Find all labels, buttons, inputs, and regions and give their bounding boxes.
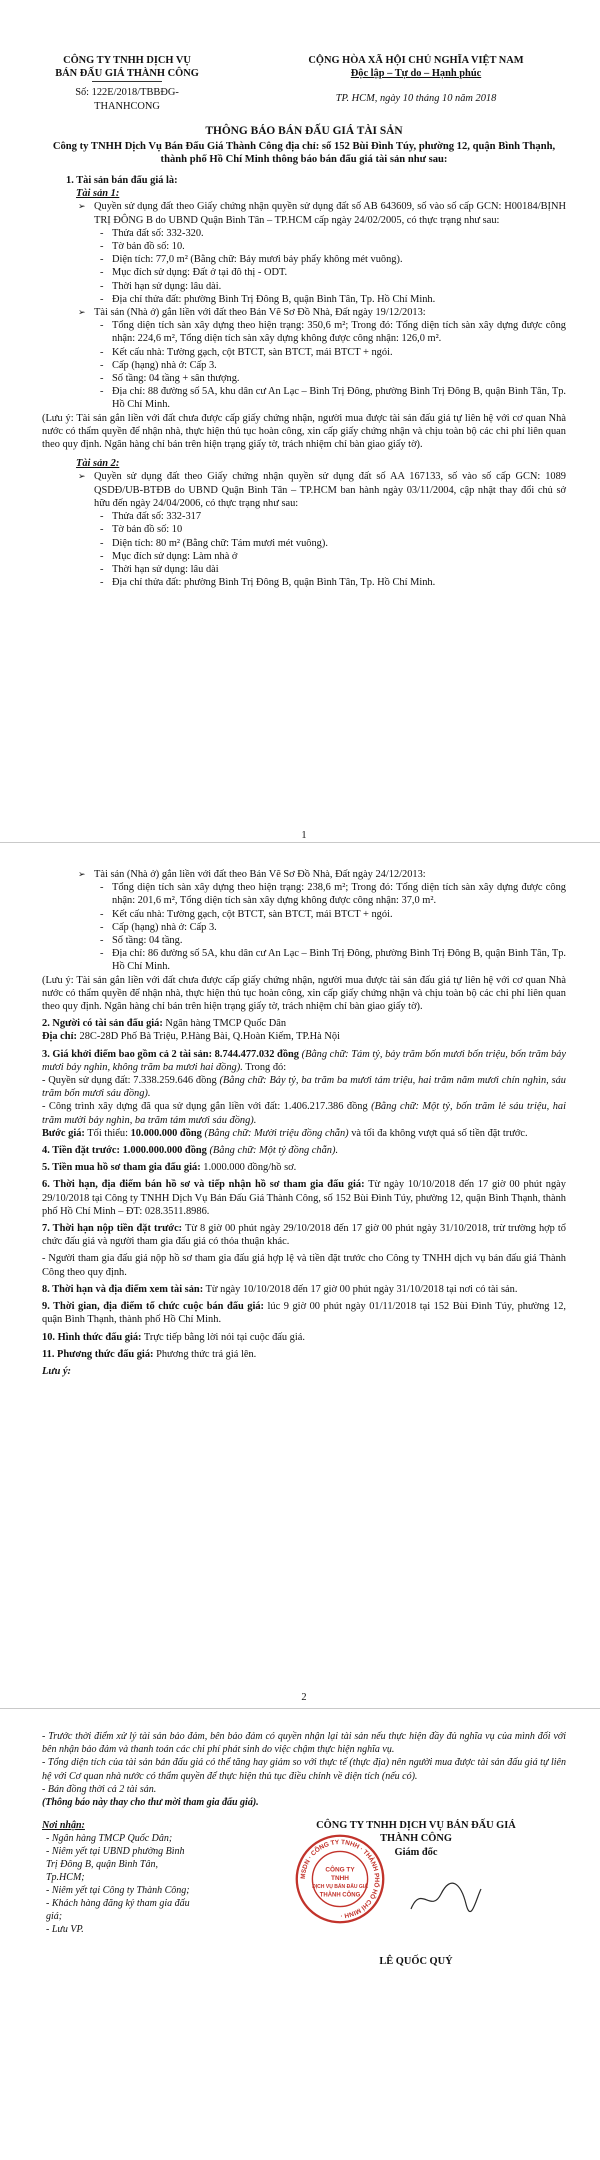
section-2-label: 2. Người có tài sản đấu giá: (42, 1018, 163, 1030)
signer-name: LÊ QUỐC QUÝ (379, 1955, 453, 1967)
signer-role: Giám đốc (394, 1846, 438, 1858)
section-7-extra: - Người tham gia đấu giá nộp hồ sơ tham gia đấu giá hợp lệ và tiền đặt trước cho Công ty TNHH dịch vụ bán đấu giá Thành Công theo quy định. (42, 1253, 566, 1278)
bid-step-pre: Tối thiểu: (84, 1127, 131, 1139)
closing-note: (Thông báo này thay cho thư mời tham gia đấu giá). (42, 1797, 259, 1809)
header-rule (92, 81, 162, 82)
list-item: - Tổng diện tích sàn xây dựng theo hiện trạng: 350,6 m²; Trong đó: Tổng diện tích sàn xây dựng được công nhận: 224,6 m², Tổng diện tích sàn xây dựng không được công nhận: 126,0 m². (42, 319, 566, 345)
company-stamp-icon (294, 1833, 386, 1925)
section-11-label: 11. Phương thức đấu giá: (42, 1348, 154, 1360)
org-name-line2: BÁN ĐẤU GIÁ THÀNH CÔNG (55, 68, 199, 80)
asset-1-note: (Lưu ý: Tài sản gắn liền với đất chưa được cấp giấy chứng nhận, người mua được tài sản đấu giá tự liên hệ với cơ quan Nhà nước có thẩm quyền để nhận nhà, thực hiện thủ tục hoàn công, xin cấp giấy chứng nhận và chịu toàn bộ các chi phí liên quan theo quy định. Ngân hàng chỉ bán trên hiện trạng giấy tờ, trách nhiệm chỉ bàn giao giấy tờ). (42, 412, 566, 451)
section-3-label: 3. Giá khởi điểm bao gồm cả 2 tài sản: 8.744.477.032 đồng (42, 1048, 299, 1060)
org-name-line1: CÔNG TY TNHH DỊCH VỤ (63, 55, 191, 66)
section-9 (42, 1300, 566, 1326)
section-7-value: Từ 8 giờ 00 phút ngày 29/10/2018 đến 17 giờ 00 phút ngày 31/10/2018, trừ trường hợp tổ chức đấu giá và người tham gia đấu giá có thỏa thuận khác. (42, 1223, 566, 1248)
bid-step-words: (Bằng chữ: Mười triệu đồng chẵn) (201, 1127, 349, 1139)
document-title: THÔNG BÁO BÁN ĐẤU GIÁ TÀI SẢN (205, 124, 403, 137)
list-item: - Cấp (hạng) nhà ở: Cấp 3. (42, 359, 566, 372)
list-item: - Thửa đất số: 332-317 (42, 510, 566, 523)
recipients-label: Nơi nhận: (42, 1820, 85, 1832)
land-price: - Quyền sử dụng đất: 7.338.259.646 đồng (42, 1075, 217, 1087)
section-6-value: Từ ngày 10/10/2018 đến 17 giờ 00 phút ngày 29/10/2018 tại Công ty TNHH Dịch Vụ Bán Đấu Giá Thành Công, số 152 Bùi Đình Túy, phường 12, quận Bình Thạnh, thành phố Hồ Chí Minh – ĐT: 028.3511.8986. (42, 1179, 566, 1217)
list-item: - Tổng diện tích sàn xây dựng theo hiện trạng: 238,6 m²; Trong đó: Tổng diện tích sàn xây dựng được công nhận: 201,6 m², Tổng diện tích sàn xây dựng không được công nhận: 37,0 m². (42, 881, 566, 907)
list-item: - Cấp (hạng) nhà ở: Cấp 3. (42, 921, 566, 934)
section-6-label: 6. Thời hạn, địa điểm bán hồ sơ và tiếp nhận hồ sơ tham gia đấu giá: (42, 1179, 365, 1191)
page-separator (0, 1708, 600, 1709)
document-footer (42, 1819, 566, 1968)
section-10-value: Trực tiếp bằng lời nói tại cuộc đấu giá. (141, 1331, 305, 1343)
recipient-item: - Ngân hàng TMCP Quốc Dân; (46, 1833, 173, 1845)
works-price-words: (Bằng chữ: Một tỷ, bốn trăm lẻ sáu triệu, hai trăm mười bảy nghìn, ba trăm tám mươi sáu đồng). (42, 1101, 566, 1126)
section-3-tail: Trong đó: (242, 1061, 287, 1073)
section-4 (42, 1144, 566, 1157)
asset-1-label: Tài sản 1: (76, 188, 120, 200)
asset-1-house-intro: ➢ Tài sản (Nhà ở) gắn liền với đất theo Bản Vẽ Sơ Đồ Nhà, Đất ngày 19/12/2013: (42, 306, 566, 319)
list-item: - Mục đích sử dụng: Làm nhà ở (42, 550, 566, 563)
list-item: - Số tầng: 04 tầng + sân thượng. (42, 372, 566, 385)
list-item: - Kết cấu nhà: Tường gạch, cột BTCT, sàn BTCT, mái BTCT + ngói. (42, 346, 566, 359)
section-1-heading: 1. Tài sản bán đấu giá là: (66, 175, 178, 187)
list-item: - Thời hạn sử dụng: lâu dài. (42, 280, 566, 293)
svg-text:DỊCH VỤ BÁN ĐẤU GIÁ: DỊCH VỤ BÁN ĐẤU GIÁ (312, 1884, 368, 1891)
document-number-line2: THANHCONG (94, 100, 160, 112)
header-right (266, 54, 566, 113)
list-item: - Tờ bản đồ số: 10 (42, 523, 566, 536)
list-item: - Mục đích sử dụng: Đất ở tại đô thị - ODT. (42, 266, 566, 279)
header-left (42, 54, 212, 113)
section-6 (42, 1178, 566, 1218)
recipient-item: - Niêm yết tại Công ty Thành Công; (46, 1885, 190, 1897)
list-item: - Số tầng: 04 tầng. (42, 934, 566, 947)
section-2 (42, 1017, 566, 1030)
section-10 (42, 1331, 566, 1344)
section-3-works (42, 1100, 566, 1126)
note-item: - Trước thời điểm xử lý tài sản bảo đảm, bên bảo đảm có quyền nhận lại tài sản nếu thực hiện đầy đủ nghĩa vụ của mình đối với bên nhận bảo đảm và thanh toán các chi phí phát sinh do việc chậm thực hiện nghĩa vụ. (42, 1731, 566, 1756)
recipient-item: - Niêm yết tại UBND phường Bình Trị Đông B, quận Bình Tân, Tp.HCM; (46, 1846, 185, 1884)
section-8 (42, 1283, 566, 1296)
list-item: - Thời hạn sử dụng: lâu dài (42, 563, 566, 576)
svg-text:CÔNG TY: CÔNG TY (325, 1866, 355, 1874)
bid-step-tail: và tối đa không vượt quá số tiền đặt trước. (348, 1127, 528, 1139)
signature-block (266, 1819, 566, 1968)
bid-step (42, 1127, 566, 1140)
svg-text:THÀNH CÔNG: THÀNH CÔNG (319, 1892, 361, 1899)
land-price-words: (Bằng chữ: Bảy tỷ, ba trăm ba mươi tám triệu, hai trăm năm mươi chín nghìn, sáu trăm bốn mươi sáu đồng). (42, 1075, 566, 1100)
note-item: - Tổng diện tích của tài sản bán đấu giá có thể tăng hay giảm so với thực tế (thực địa) nên người mua được tài sản đấu giá tự liên hệ với Cơ quan nhà nước có thẩm quyền để thực hiện thủ tục điều chỉnh về diện tích (nếu có). (42, 1757, 566, 1782)
list-item: - Địa chỉ thửa đất: phường Bình Trị Đông B, quận Bình Tân, Tp. Hồ Chí Minh. (42, 293, 566, 306)
page-1 (42, 54, 566, 842)
note-item: - Bán đồng thời cả 2 tài sản. (42, 1783, 157, 1795)
list-item: - Diện tích: 80 m² (Bằng chữ: Tám mươi mét vuông). (42, 537, 566, 550)
section-4-words: (Bằng chữ: Một tỷ đồng chẵn). (206, 1145, 339, 1157)
list-item: - Địa chỉ: 86 đường số 5A, khu dân cư An Lạc – Bình Trị Đông, phường Bình Trị Đông B, quận Bình Tân, Tp. Hồ Chí Minh. (42, 947, 566, 973)
bid-step-amount: 10.000.000 đồng (130, 1127, 202, 1139)
section-3-land (42, 1074, 566, 1100)
document-subtitle: Công ty TNHH Dịch Vụ Bán Đấu Giá Thành Công địa chỉ: số 152 Bùi Đình Túy, phường 12, quận Bình Thạnh, thành phố Hồ Chí Minh thông báo bán đấu giá tài sản như sau: (52, 141, 556, 166)
section-5-label: 5. Tiền mua hồ sơ tham gia đấu giá: (42, 1162, 201, 1174)
section-3-words: (Bằng chữ: Tám tỷ, bảy trăm bốn mươi bốn triệu, bốn trăm bảy mươi bảy nghìn, không trăm ba mươi hai đồng). (42, 1048, 566, 1073)
section-5 (42, 1161, 566, 1174)
section-10-label: 10. Hình thức đấu giá: (42, 1331, 142, 1343)
list-item: - Diện tích: 77,0 m² (Bằng chữ: Bảy mươi bảy phẩy không mét vuông). (42, 253, 566, 266)
section-11 (42, 1348, 566, 1361)
owner-address (42, 1030, 566, 1043)
address-value: 28C-28D Phố Bà Triệu, P.Hàng Bài, Q.Hoàn Kiếm, TP.Hà Nội (76, 1031, 340, 1043)
document-header (42, 54, 566, 113)
asset-1-land-intro: ➢ Quyền sử dụng đất theo Giấy chứng nhận quyền sử dụng đất số AB 643609, số vào số cấp GCN: H00184/BỊNH TRỊ ĐÔNG B do UBND Quận Bình Tân – TP.HCM cấp ngày 24/02/2005, có thực trạng như sau: (42, 200, 566, 226)
asset-2-label: Tài sản 2: (76, 458, 120, 470)
recipient-item: - Lưu VP. (46, 1924, 84, 1936)
section-8-value: Từ ngày 10/10/2018 đến 17 giờ 00 phút ngày 31/10/2018 tại nơi có tài sản. (203, 1283, 518, 1295)
document-date: TP. HCM, ngày 10 tháng 10 năm 2018 (335, 93, 497, 105)
section-3 (42, 1048, 566, 1074)
svg-text:TNHH: TNHH (331, 1875, 349, 1883)
recipients-list (42, 1819, 192, 1968)
list-item: - Thửa đất số: 332-320. (42, 227, 566, 240)
signer-org-line1: CÔNG TY TNHH DỊCH VỤ BÁN ĐẤU GIÁ (316, 1820, 516, 1832)
list-item: - Địa chỉ thửa đất: phường Bình Trị Đông B, quận Bình Tân, Tp. Hồ Chí Minh. (42, 576, 566, 589)
page-3 (42, 1730, 566, 2130)
page-2 (42, 868, 566, 1704)
section-4-label: 4. Tiền đặt trước: 1.000.000.000 đồng (42, 1145, 207, 1157)
signature-icon (406, 1879, 486, 1919)
section-9-label: 9. Thời gian, địa điểm tổ chức cuộc bán đấu giá: (42, 1301, 265, 1313)
motto: Độc lập – Tự do – Hạnh phúc (350, 68, 482, 80)
section-9-value: lúc 9 giờ 00 phút ngày 01/11/2018 tại 152 Bùi Đình Túy, phường 12, quận Bình Thạnh, thành phố Hồ Chí Minh. (42, 1301, 567, 1326)
bid-step-label: Bước giá: (42, 1127, 85, 1139)
section-11-value: Phương thức trả giá lên. (153, 1348, 257, 1360)
section-5-value: 1.000.000 đồng/hồ sơ. (200, 1162, 297, 1174)
asset-2-note: (Lưu ý: Tài sản gắn liền với đất chưa được cấp giấy chứng nhận, người mua được tài sản đấu giá tự liên hệ với cơ quan Nhà nước có thẩm quyền để nhận nhà, thực hiện thủ tục hoàn công, xin cấp giấy chứng nhận và chịu toàn bộ các chi phí liên quan theo quy định. Ngân hàng chỉ bán trên hiện trạng giấy tờ, trách nhiệm chỉ bàn giao giấy tờ). (42, 974, 566, 1013)
page-number: 1 (301, 829, 307, 841)
signer-org-line2: THÀNH CÔNG (380, 1833, 452, 1845)
address-label: Địa chỉ: (42, 1031, 77, 1043)
section-7-label: 7. Thời hạn nộp tiền đặt trước: (42, 1223, 183, 1235)
page-separator (0, 842, 600, 843)
asset-2-land-intro: ➢ Quyền sử dụng đất theo Giấy chứng nhận quyền sử dụng đất số AA 167133, số vào số cấp GCN: 1089 QSDĐ/UB-BTĐB do UBND Quận Bình Tân – TP.HCM ban hành ngày 03/11/2004, cập nhật thay đổi chủ sở hữu đến ngày 24/04/2006, có thực trạng như sau: (42, 470, 566, 510)
svg-text:MSDN · CÔNG TY TNHH · THÀNH PH: MSDN · CÔNG TY TNHH · THÀNH PHỐ HỒ CHÍ MINH · (299, 1839, 381, 1920)
list-item: - Kết cấu nhà: Tường gạch, cột BTCT, sàn BTCT, mái BTCT + ngói. (42, 908, 566, 921)
section-8-label: 8. Thời hạn và địa điểm xem tài sản: (42, 1283, 204, 1295)
recipient-item: - Khách hàng đăng ký tham gia đấu giá; (46, 1898, 190, 1923)
note-heading: Lưu ý: (42, 1365, 72, 1377)
section-2-value: Ngân hàng TMCP Quốc Dân (162, 1018, 287, 1030)
section-7 (42, 1222, 566, 1248)
list-item: - Địa chỉ: 88 đường số 5A, khu dân cư An Lạc – Bình Trị Đông, phường Bình Trị Đông B, quận Bình Tân, Tp. Hồ Chí Minh. (42, 385, 566, 411)
list-item: - Tờ bản đồ số: 10. (42, 240, 566, 253)
document-number-line1: Số: 122E/2018/TBBĐG- (75, 87, 179, 99)
works-price: - Công trình xây dựng đã qua sử dụng gắn liền với đất: 1.406.217.386 đồng (42, 1101, 368, 1113)
page-number: 2 (301, 1691, 307, 1703)
nation-heading: CỘNG HÒA XÃ HỘI CHỦ NGHĨA VIỆT NAM (308, 55, 524, 66)
asset-2-house-intro: ➢ Tài sản (Nhà ở) gắn liền với đất theo Bản Vẽ Sơ Đồ Nhà, Đất ngày 24/12/2013: (42, 868, 566, 881)
